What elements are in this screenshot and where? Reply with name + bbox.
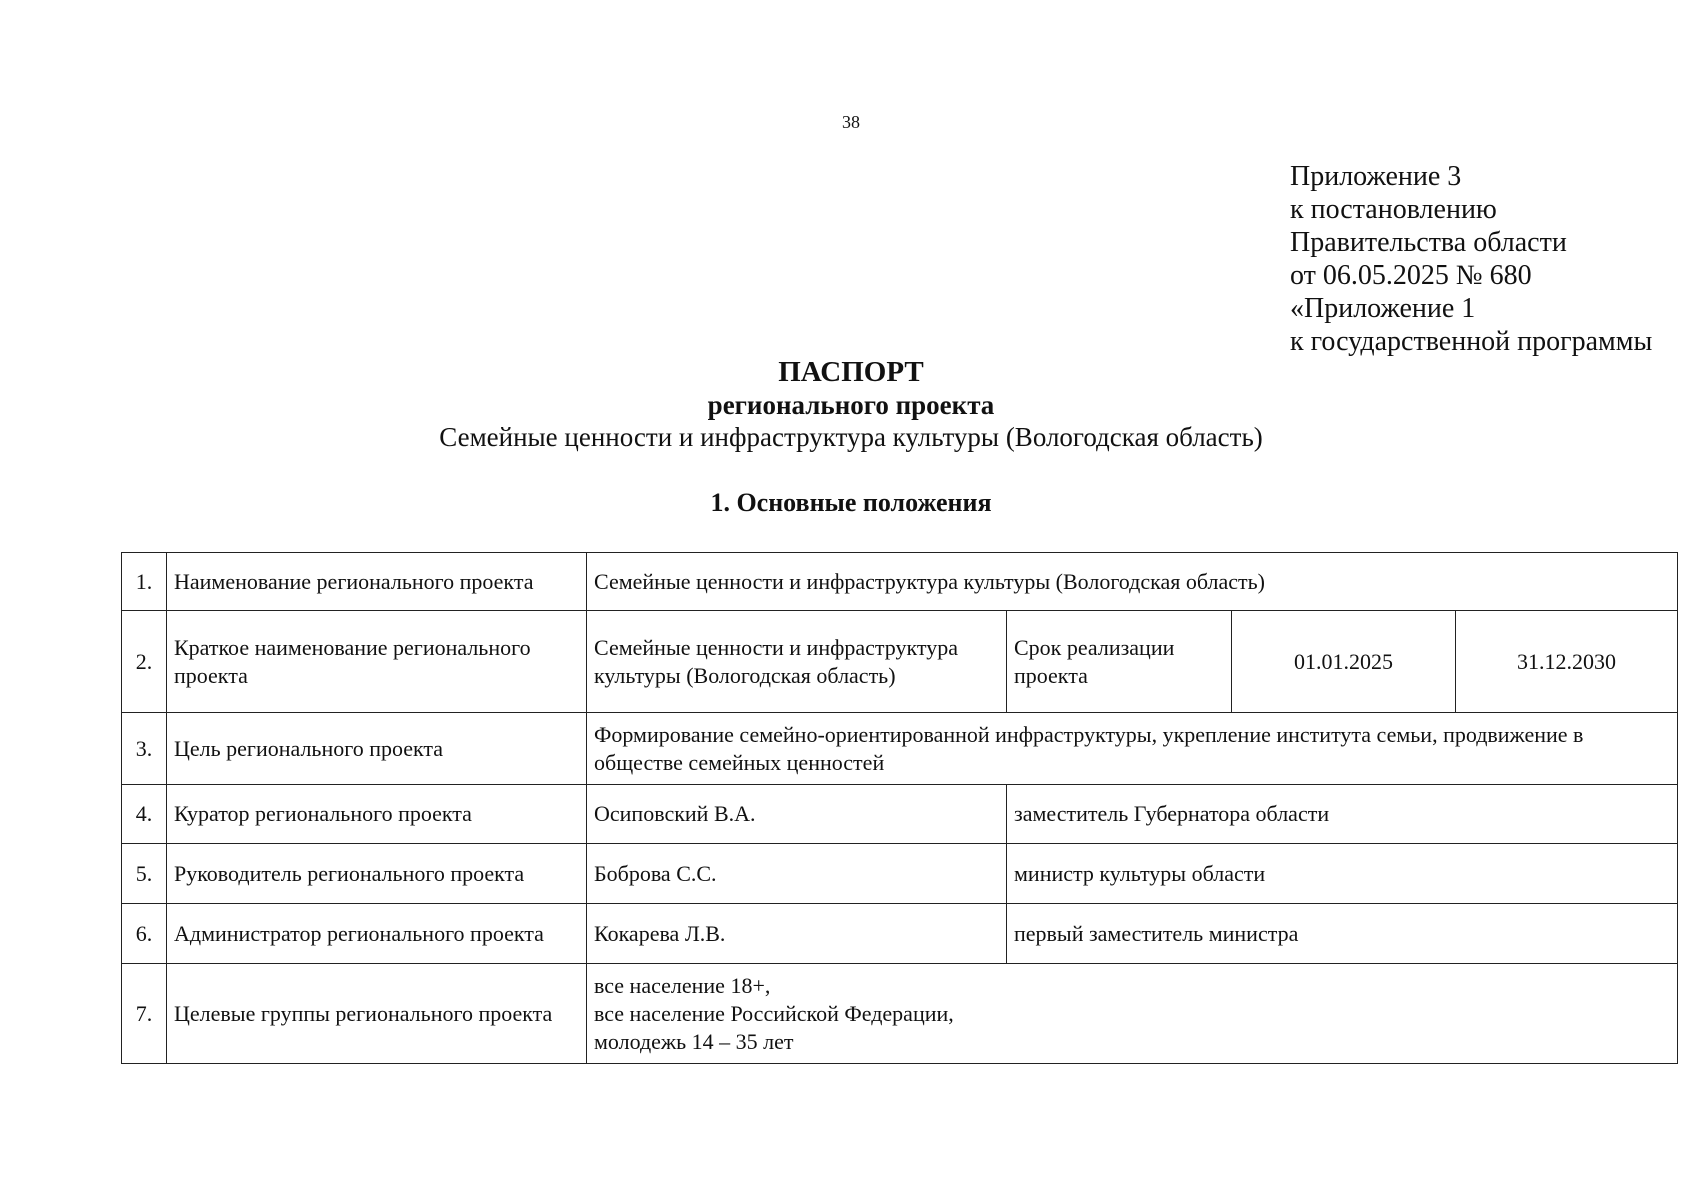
row-label: Куратор регионального проекта	[167, 785, 587, 844]
row-number: 4.	[122, 785, 167, 844]
appendix-line: к государственной программы	[1290, 326, 1653, 357]
table-row	[122, 553, 1678, 611]
person-position: министр культуры области	[1007, 844, 1678, 904]
end-date: 31.12.2030	[1456, 611, 1678, 713]
person-name: Осиповский В.А.	[587, 785, 1007, 844]
row-label: Краткое наименование регионального проекта	[167, 611, 587, 713]
row-value: Формирование семейно-ориентированной инфраструктуры, укрепление института семьи, продвижение в обществе семейных ценностей	[587, 713, 1678, 785]
row-label: Руководитель регионального проекта	[167, 844, 587, 904]
section-title: 1. Основные положения	[710, 488, 992, 517]
row-label: Наименование регионального проекта	[167, 553, 587, 611]
table-row	[122, 844, 1678, 904]
row-label: Целевые группы регионального проекта	[167, 964, 587, 1064]
table-row	[122, 713, 1678, 785]
row-number: 5.	[122, 844, 167, 904]
appendix-line: к постановлению	[1290, 194, 1497, 225]
table-row	[122, 904, 1678, 964]
appendix-line: от 06.05.2025 № 680	[1290, 260, 1532, 291]
row-number: 7.	[122, 964, 167, 1064]
page-number: 38	[842, 112, 860, 132]
target-group-item: все население Российской Федерации,	[594, 1000, 954, 1026]
table-row	[122, 611, 1678, 713]
table-row	[122, 785, 1678, 844]
appendix-block	[1290, 160, 1652, 358]
start-date: 01.01.2025	[1232, 611, 1456, 713]
person-position: заместитель Губернатора области	[1007, 785, 1678, 844]
appendix-line: «Приложение 1	[1290, 293, 1476, 324]
row-number: 3.	[122, 713, 167, 785]
row-number: 6.	[122, 904, 167, 964]
person-position: первый заместитель министра	[1007, 904, 1678, 964]
row-number: 1.	[122, 553, 167, 611]
row-value: Семейные ценности и инфраструктура культуры (Вологодская область)	[587, 611, 1007, 713]
project-name-heading: Семейные ценности и инфраструктура культуры (Вологодская область)	[439, 422, 1263, 452]
row-label: Цель регионального проекта	[167, 713, 587, 785]
appendix-line: Приложение 3	[1290, 161, 1462, 192]
period-label: Срок реализации проекта	[1007, 611, 1232, 713]
document-subtitle: регионального проекта	[707, 390, 995, 420]
row-number: 2.	[122, 611, 167, 713]
appendix-line: Правительства области	[1290, 227, 1567, 258]
table-row	[122, 964, 1678, 1064]
row-label: Администратор регионального проекта	[167, 904, 587, 964]
passport-table	[121, 552, 1678, 1064]
person-name: Боброва С.С.	[587, 844, 1007, 904]
row-value: Семейные ценности и инфраструктура культуры (Вологодская область)	[587, 553, 1678, 611]
target-group-item: все население 18+,	[594, 972, 771, 998]
target-group-item: молодежь 14 – 35 лет	[594, 1028, 794, 1054]
target-groups	[587, 964, 1678, 1064]
person-name: Кокарева Л.В.	[587, 904, 1007, 964]
document-title: ПАСПОРТ	[778, 356, 924, 388]
